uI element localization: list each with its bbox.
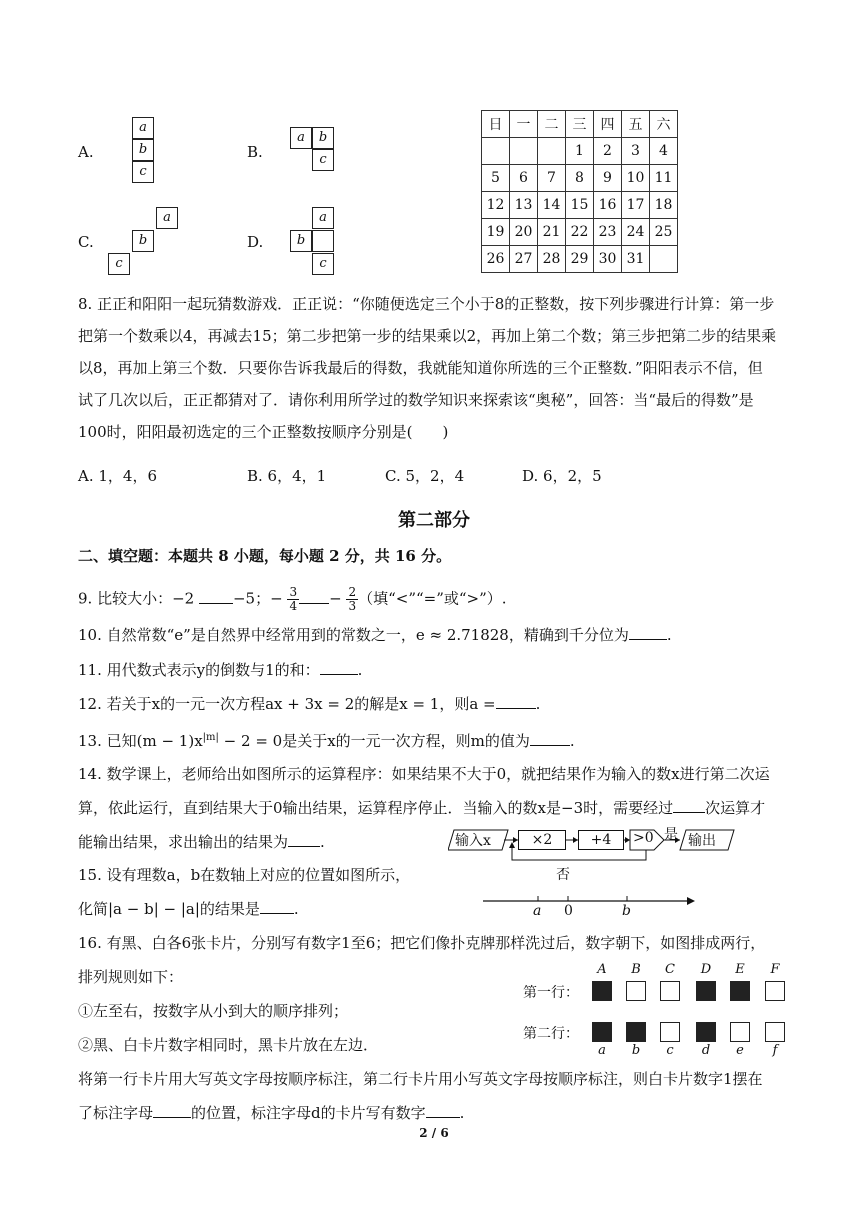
calendar-cell: [650, 246, 678, 273]
calendar-cell: 12: [482, 192, 510, 219]
q15-line-2b: .: [293, 900, 299, 918]
flowchart-yes: 是: [664, 827, 678, 843]
q14-line-2: [78, 798, 765, 818]
q10-text: 10. 自然常数“e”是自然界中经常用到的常数之一，e ≈ 2.71828，精确到千分位为: [78, 626, 629, 644]
q16-line-1: 16. 有黑、白各6张卡片，分别写有数字1至6；把它们像扑克牌那样洗过后，数字朝下，如图排成两行，: [78, 934, 766, 952]
q8-line-3: 以8，再加上第三个数．只要你告诉我最后的得数，我就能知道你所选的三个正整数．”阳阳表示不信，但: [78, 359, 763, 377]
card-row-2: [592, 1022, 612, 1042]
net-a-cell-b: b: [132, 139, 154, 161]
net-c-cell-a: a: [156, 207, 178, 229]
q16-rule-2: ②黑、白卡片数字相同时，黑卡片放在左边．: [78, 1036, 379, 1054]
q9-fraction-1: [287, 586, 299, 613]
q14-line-2a: 算，依此运行，直到结果大于0输出结果，运算程序停止．当输入的数x是−3时，需要经过: [78, 799, 674, 817]
calendar-cell: 23: [594, 219, 622, 246]
calendar-table: [481, 110, 678, 273]
calendar-cell: 19: [482, 219, 510, 246]
flowchart-output: 输出: [688, 833, 716, 849]
calendar-cell: 5: [482, 165, 510, 192]
q12-end: .: [535, 695, 541, 713]
q13-text-a: 13. 已知(m − 1)x: [78, 732, 203, 750]
q13: [78, 728, 575, 751]
card-label-upper: A: [597, 962, 607, 977]
calendar-cell: 27: [510, 246, 538, 273]
q16-blank-1[interactable]: [153, 1103, 191, 1118]
number-line-b: b: [622, 903, 631, 919]
q14-line-2b: 次运算才: [705, 799, 766, 817]
q14-line-3b: .: [320, 833, 325, 851]
fraction-numerator: 3: [289, 585, 298, 599]
calendar-cell: 4: [650, 138, 678, 165]
fraction-denominator: 3: [348, 599, 357, 613]
calendar-cell: 3: [622, 138, 650, 165]
section-intro: 二、填空题：本题共 8 小题，每小题 2 分，共 16 分。: [78, 547, 452, 565]
q16-line-6: [78, 1103, 464, 1123]
q10: [78, 625, 672, 645]
net-d-cell-b: b: [290, 230, 312, 252]
net-b-cell-b: b: [312, 127, 334, 149]
calendar-header-cell: 一: [510, 111, 538, 138]
net-c-cell-b: b: [132, 230, 154, 252]
card-row-1: [660, 981, 680, 1001]
calendar-header-row: [482, 111, 678, 138]
q16-rule-1: ①左至右，按数字从小到大的顺序排列；: [78, 1002, 349, 1020]
card-row-1: [765, 981, 785, 1001]
q9-mid2: −: [329, 589, 342, 608]
card-label-upper: E: [735, 962, 745, 977]
calendar-cell: 8: [566, 165, 594, 192]
q9-prefix: 9. 比较大小：−2: [78, 589, 199, 608]
cards-row-2-label: 第二行：: [523, 1026, 579, 1042]
q10-end: .: [666, 626, 672, 644]
flowchart-multiply: ×2: [518, 830, 566, 850]
calendar-row: [482, 165, 678, 192]
q15-blank[interactable]: [260, 899, 294, 914]
option-c-label: C.: [78, 233, 94, 251]
net-b-cell-c: c: [312, 149, 334, 171]
card-label-lower: c: [666, 1043, 674, 1058]
flowchart-condition: >0: [633, 830, 654, 846]
q9: [78, 586, 507, 613]
card-row-2: [660, 1022, 680, 1042]
calendar-cell: 13: [510, 192, 538, 219]
calendar-cell: 9: [594, 165, 622, 192]
q9-mid: −5；−: [232, 589, 283, 608]
calendar-cell: 7: [538, 165, 566, 192]
calendar-cell: 31: [622, 246, 650, 273]
calendar-cell: 14: [538, 192, 566, 219]
number-line-a: a: [533, 903, 542, 919]
q8-option-b: B. 6，4，1: [247, 467, 327, 485]
net-c-cell-c: c: [108, 253, 130, 275]
card-label-upper: C: [665, 962, 675, 977]
q14-line-3: [78, 832, 325, 852]
calendar-cell: 17: [622, 192, 650, 219]
q16-line-6a: 了标注字母: [78, 1104, 154, 1122]
q11: [78, 660, 362, 680]
q15-line-1: 15. 设有理数a，b在数轴上对应的位置如图所示，: [78, 866, 411, 884]
q15-line-2: [78, 899, 299, 919]
calendar-cell: 22: [566, 219, 594, 246]
flowchart-no: 否: [556, 867, 570, 883]
flowchart-input: 输入x: [455, 833, 491, 849]
fraction-denominator: 4: [289, 599, 298, 613]
q8-option-a: A. 1，4，6: [78, 467, 157, 485]
q9-blank-2[interactable]: [299, 589, 329, 604]
card-row-2: [730, 1022, 750, 1042]
q16-line-6c: .: [459, 1104, 465, 1122]
q12-blank[interactable]: [496, 694, 536, 709]
q14-blank-1[interactable]: [673, 798, 705, 813]
calendar-cell: 18: [650, 192, 678, 219]
net-d-cell-empty: [312, 230, 334, 252]
card-label-upper: B: [631, 962, 641, 977]
card-label-lower: d: [701, 1043, 711, 1058]
calendar-header-cell: 日: [482, 111, 510, 138]
q14-line-1: 14. 数学课上，老师给出如图所示的运算程序：如果结果不大于0，就把结果作为输入的数x进行第二次运: [78, 765, 770, 783]
section-title: 第二部分: [398, 510, 470, 531]
q13-text-b: − 2 = 0是关于x的一元一次方程，则m的值为: [218, 732, 530, 750]
q14-blank-2[interactable]: [288, 832, 320, 847]
calendar-row: [482, 219, 678, 246]
calendar-cell: [510, 138, 538, 165]
page-number: 2 / 6: [419, 1126, 449, 1140]
q9-blank-1[interactable]: [199, 589, 233, 604]
q9-fraction-2: [346, 586, 358, 613]
calendar-row: [482, 192, 678, 219]
calendar-cell: 24: [622, 219, 650, 246]
calendar-cell: 16: [594, 192, 622, 219]
q8-option-c: C. 5，2，4: [385, 467, 465, 485]
q11-end: .: [357, 661, 363, 679]
calendar-header-cell: 三: [566, 111, 594, 138]
card-row-1: [696, 981, 716, 1001]
q16-line-2: 排列规则如下：: [78, 968, 184, 986]
net-d-cell-c: c: [312, 253, 334, 275]
card-row-1: [730, 981, 750, 1001]
q12: [78, 694, 540, 714]
calendar-cell: 29: [566, 246, 594, 273]
calendar-cell: 15: [566, 192, 594, 219]
net-b-cell-a: a: [290, 127, 312, 149]
q8-line-2: 把第一个数乘以4，再减去15；第二步把第一步的结果乘以2，再加上第二个数；第三步把第二步的结果乘: [78, 327, 777, 345]
calendar-cell: 11: [650, 165, 678, 192]
number-line-zero: 0: [564, 903, 573, 919]
card-row-2: [696, 1022, 716, 1042]
card-label-lower: e: [736, 1043, 744, 1058]
option-d-label: D.: [247, 233, 264, 251]
card-label-lower: f: [772, 1043, 778, 1058]
q16-line-5: 将第一行卡片用大写英文字母按顺序标注，第二行卡片用小写英文字母按顺序标注，则白卡片数字1摆在: [78, 1070, 763, 1088]
calendar-cell: 6: [510, 165, 538, 192]
q15-line-2a: 化简|a − b| − |a|的结果是: [78, 900, 260, 918]
calendar-cell: 25: [650, 219, 678, 246]
q8-line-5: 100时，阳阳最初选定的三个正整数按顺序分别是( ): [78, 423, 449, 441]
calendar-cell: [482, 138, 510, 165]
calendar-cell: 26: [482, 246, 510, 273]
calendar-cell: 1: [566, 138, 594, 165]
q8-line-1: 8. 正正和阳阳一起玩猜数游戏．正正说：“你随便选定三个小于8的正整数，按下列步骤进行计算：第一步: [78, 295, 775, 313]
calendar-header-cell: 二: [538, 111, 566, 138]
card-row-2: [765, 1022, 785, 1042]
q13-blank[interactable]: [530, 731, 570, 746]
calendar-cell: 21: [538, 219, 566, 246]
q8-option-d: D. 6，2，5: [522, 467, 602, 485]
calendar-row: [482, 246, 678, 273]
q13-end: .: [569, 732, 575, 750]
flowchart-add: +4: [578, 830, 624, 850]
calendar-header-cell: 六: [650, 111, 678, 138]
calendar-cell: 20: [510, 219, 538, 246]
calendar-cell: 2: [594, 138, 622, 165]
net-d-cell-a: a: [312, 207, 334, 229]
cards-row-1-label: 第一行：: [523, 985, 579, 1001]
calendar-cell: 28: [538, 246, 566, 273]
q11-text: 11. 用代数式表示y的倒数与1的和：: [78, 661, 320, 679]
q8-line-4: 试了几次以后，正正都猜对了．请你利用所学过的数学知识来探索该“奥秘”，回答：当“最后的得数”是: [78, 391, 754, 409]
card-label-upper: F: [770, 962, 780, 977]
card-label-upper: D: [700, 962, 712, 977]
q13-exponent: |m|: [202, 732, 219, 743]
fraction-numerator: 2: [348, 585, 357, 599]
q12-text: 12. 若关于x的一元一次方程ax + 3x = 2的解是x = 1，则a =: [78, 695, 496, 713]
card-label-lower: a: [598, 1043, 606, 1058]
card-row-1: [626, 981, 646, 1001]
q16-line-6b: 的位置，标注字母d的卡片写有数字: [191, 1104, 426, 1122]
q10-blank[interactable]: [629, 625, 667, 640]
card-row-1: [592, 981, 612, 1001]
calendar-header-cell: 五: [622, 111, 650, 138]
calendar-cell: 10: [622, 165, 650, 192]
calendar-cell: 30: [594, 246, 622, 273]
option-a-label: A.: [78, 143, 94, 161]
card-row-2: [626, 1022, 646, 1042]
calendar-row: [482, 138, 678, 165]
card-label-lower: b: [631, 1043, 641, 1058]
q16-blank-2[interactable]: [426, 1103, 460, 1118]
calendar-cell: [538, 138, 566, 165]
q9-suffix: （填“<”“=”或“>”）.: [358, 589, 507, 608]
net-a-cell-c: c: [132, 161, 154, 183]
number-line-axis: [483, 893, 697, 909]
q11-blank[interactable]: [320, 660, 358, 675]
calendar-header-cell: 四: [594, 111, 622, 138]
q14-line-3a: 能输出结果，求出输出的结果为: [78, 833, 289, 851]
option-b-label: B.: [247, 143, 263, 161]
net-a-cell-a: a: [132, 117, 154, 139]
